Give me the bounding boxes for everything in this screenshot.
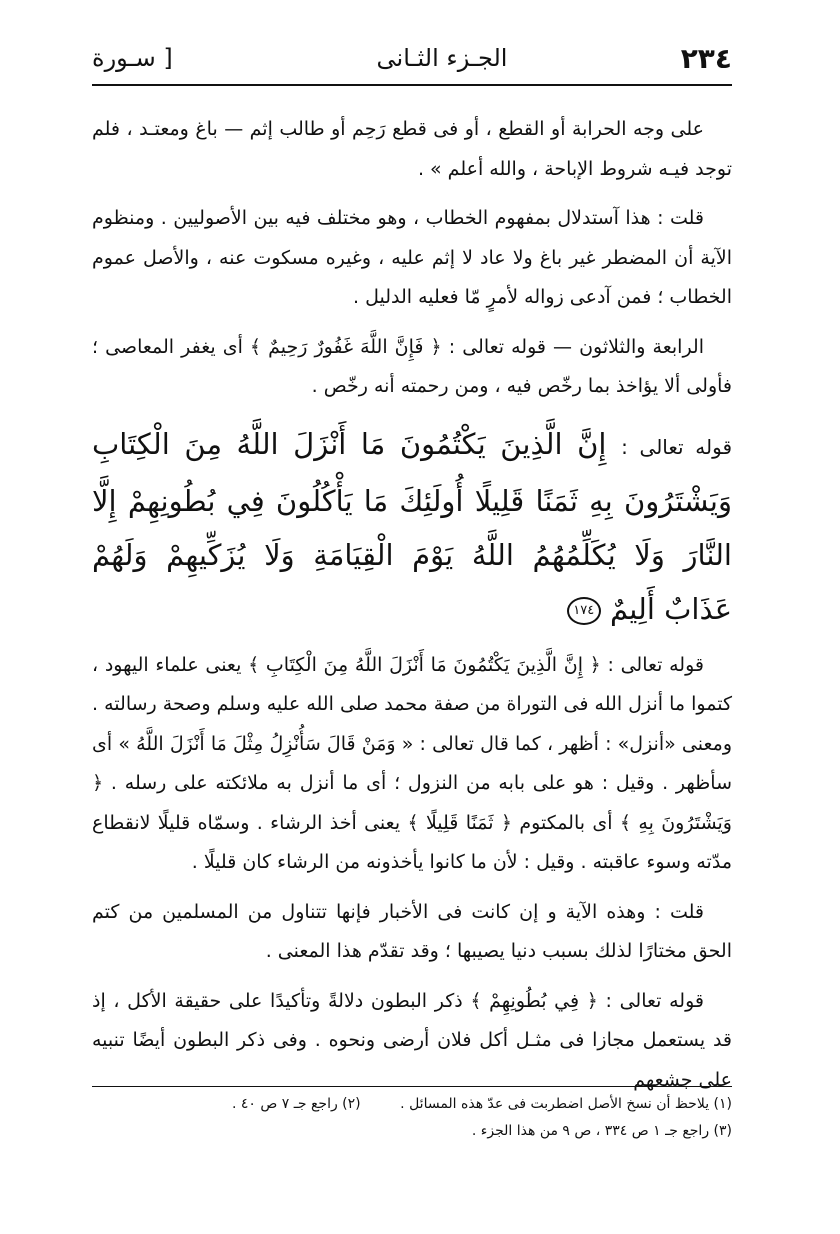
- footnotes: [92, 1086, 732, 1145]
- page-header: [92, 40, 732, 86]
- paragraph: الرابعة والثلاثون — قوله تعالى : ﴿ فَإِنَّ اللَّهَ غَفُورٌ رَحِيمٌ ﴾ أى يغفر المعاصى ؛ فأولى ألا يؤاخذ بما رخّص فيه ، ومن رحمته أنه رخّص .: [92, 335, 732, 397]
- quran-verse: [92, 417, 732, 636]
- footnote-row: [92, 1091, 732, 1118]
- verse-lead: قوله تعالى :: [621, 434, 733, 459]
- running-title: الجـزء الثـانى: [376, 44, 508, 72]
- paragraph: قلت : هذا آستدلال بمفهوم الخطاب ، وهو مختلف فيه بين الأصوليين . ومنظوم الآية أن المضطر غير باغ ولا عاد لا إثم عليه ، وغيره مسكوت عنه ، والأصل عموم الخطاب ؛ فمن آدعى زواله لأمرٍ مّا فعليه الدليل .: [92, 207, 732, 308]
- main-text: [92, 110, 732, 1110]
- paragraph: قوله تعالى : ﴿ إِنَّ الَّذِينَ يَكْتُمُونَ مَا أَنْزَلَ اللَّهُ مِنَ الْكِتَابِ ﴾ يعنى علماء اليهود ، كتموا ما أنزل الله فى التوراة من صفة محمد صلى الله عليه وسلم وصحة رسالته . ومعنى «أنزل» : أظهر ، كما قال تعالى : « وَمَنْ قَالَ سَأُنْزِلُ مِثْلَ مَا أَنْزَلَ اللَّهُ » أى سأظهر . وقيل : هو على بابه من النزول ؛ أى ما أنزل به ملائكته على رسله . ﴿ وَيَشْتَرُونَ بِهِ ﴾ أى بالمكتوم ﴿ ثَمَنًا قَلِيلًا ﴾ يعنى أخذ الرشاء . وسمّاه قليلًا لانقطاع مدّته وسوء عاقبته . وقيل : لأن ما كانوا يأخذونه من الرشاء كان قليلًا .: [92, 653, 732, 873]
- paragraph: قلت : وهذه الآية و إن كانت فى الأخبار فإنها تتناول من المسلمين من كتم الحق مختارًا لذلك بسبب دنيا يصيبها ؛ وقد تقدّم هذا المعنى .: [92, 900, 732, 962]
- page-number: ٢٣٤: [680, 42, 732, 75]
- paragraph: قوله تعالى : ﴿ فِي بُطُونِهِمْ ﴾ ذكر البطون دلالةً وتأكيدًا على حقيقة الأكل ، إذ قد يستعمل مجازا فى مثـل أكل فلان أرضى ونحوه . وفى ذكر البطون أيضًا تنبيه على جشعهم: [92, 989, 732, 1091]
- footnote-1: (١) يلاحظ أن نسخ الأصل اضطربت فى عدّ هذه المسائل .: [400, 1096, 732, 1112]
- footnote-3: (٣) راجع جـ ١ ص ٣٣٤ ، ص ٩ من هذا الجزء .: [471, 1123, 732, 1139]
- verse-number-medallion: ١٧٤: [567, 597, 601, 625]
- running-surah: سـورة ]: [92, 44, 173, 72]
- verse-text: إِنَّ الَّذِينَ يَكْتُمُونَ مَا أَنْزَلَ اللَّهُ مِنَ الْكِتَابِ وَيَشْتَرُونَ بِهِ ثَمَنًا قَلِيلًا أُولَئِكَ مَا يَأْكُلُونَ فِي بُطُونِهِمْ إِلَّا النَّارَ وَلَا يُكَلِّمُهُمُ اللَّهُ يَوْمَ الْقِيَامَةِ وَلَا يُزَكِّيهِمْ وَلَهُمْ عَذَابٌ أَلِيمٌ: [92, 426, 732, 626]
- paragraph: على وجه الحرابة أو القطع ، أو فى قطع رَحِم أو طالب إثم — باغ ومعتـد ، فلم توجد فيـه شروط الإباحة ، والله أعلم » .: [92, 118, 732, 180]
- footnote-2: (٢) راجع جـ ٧ ص ٤٠ .: [232, 1096, 361, 1112]
